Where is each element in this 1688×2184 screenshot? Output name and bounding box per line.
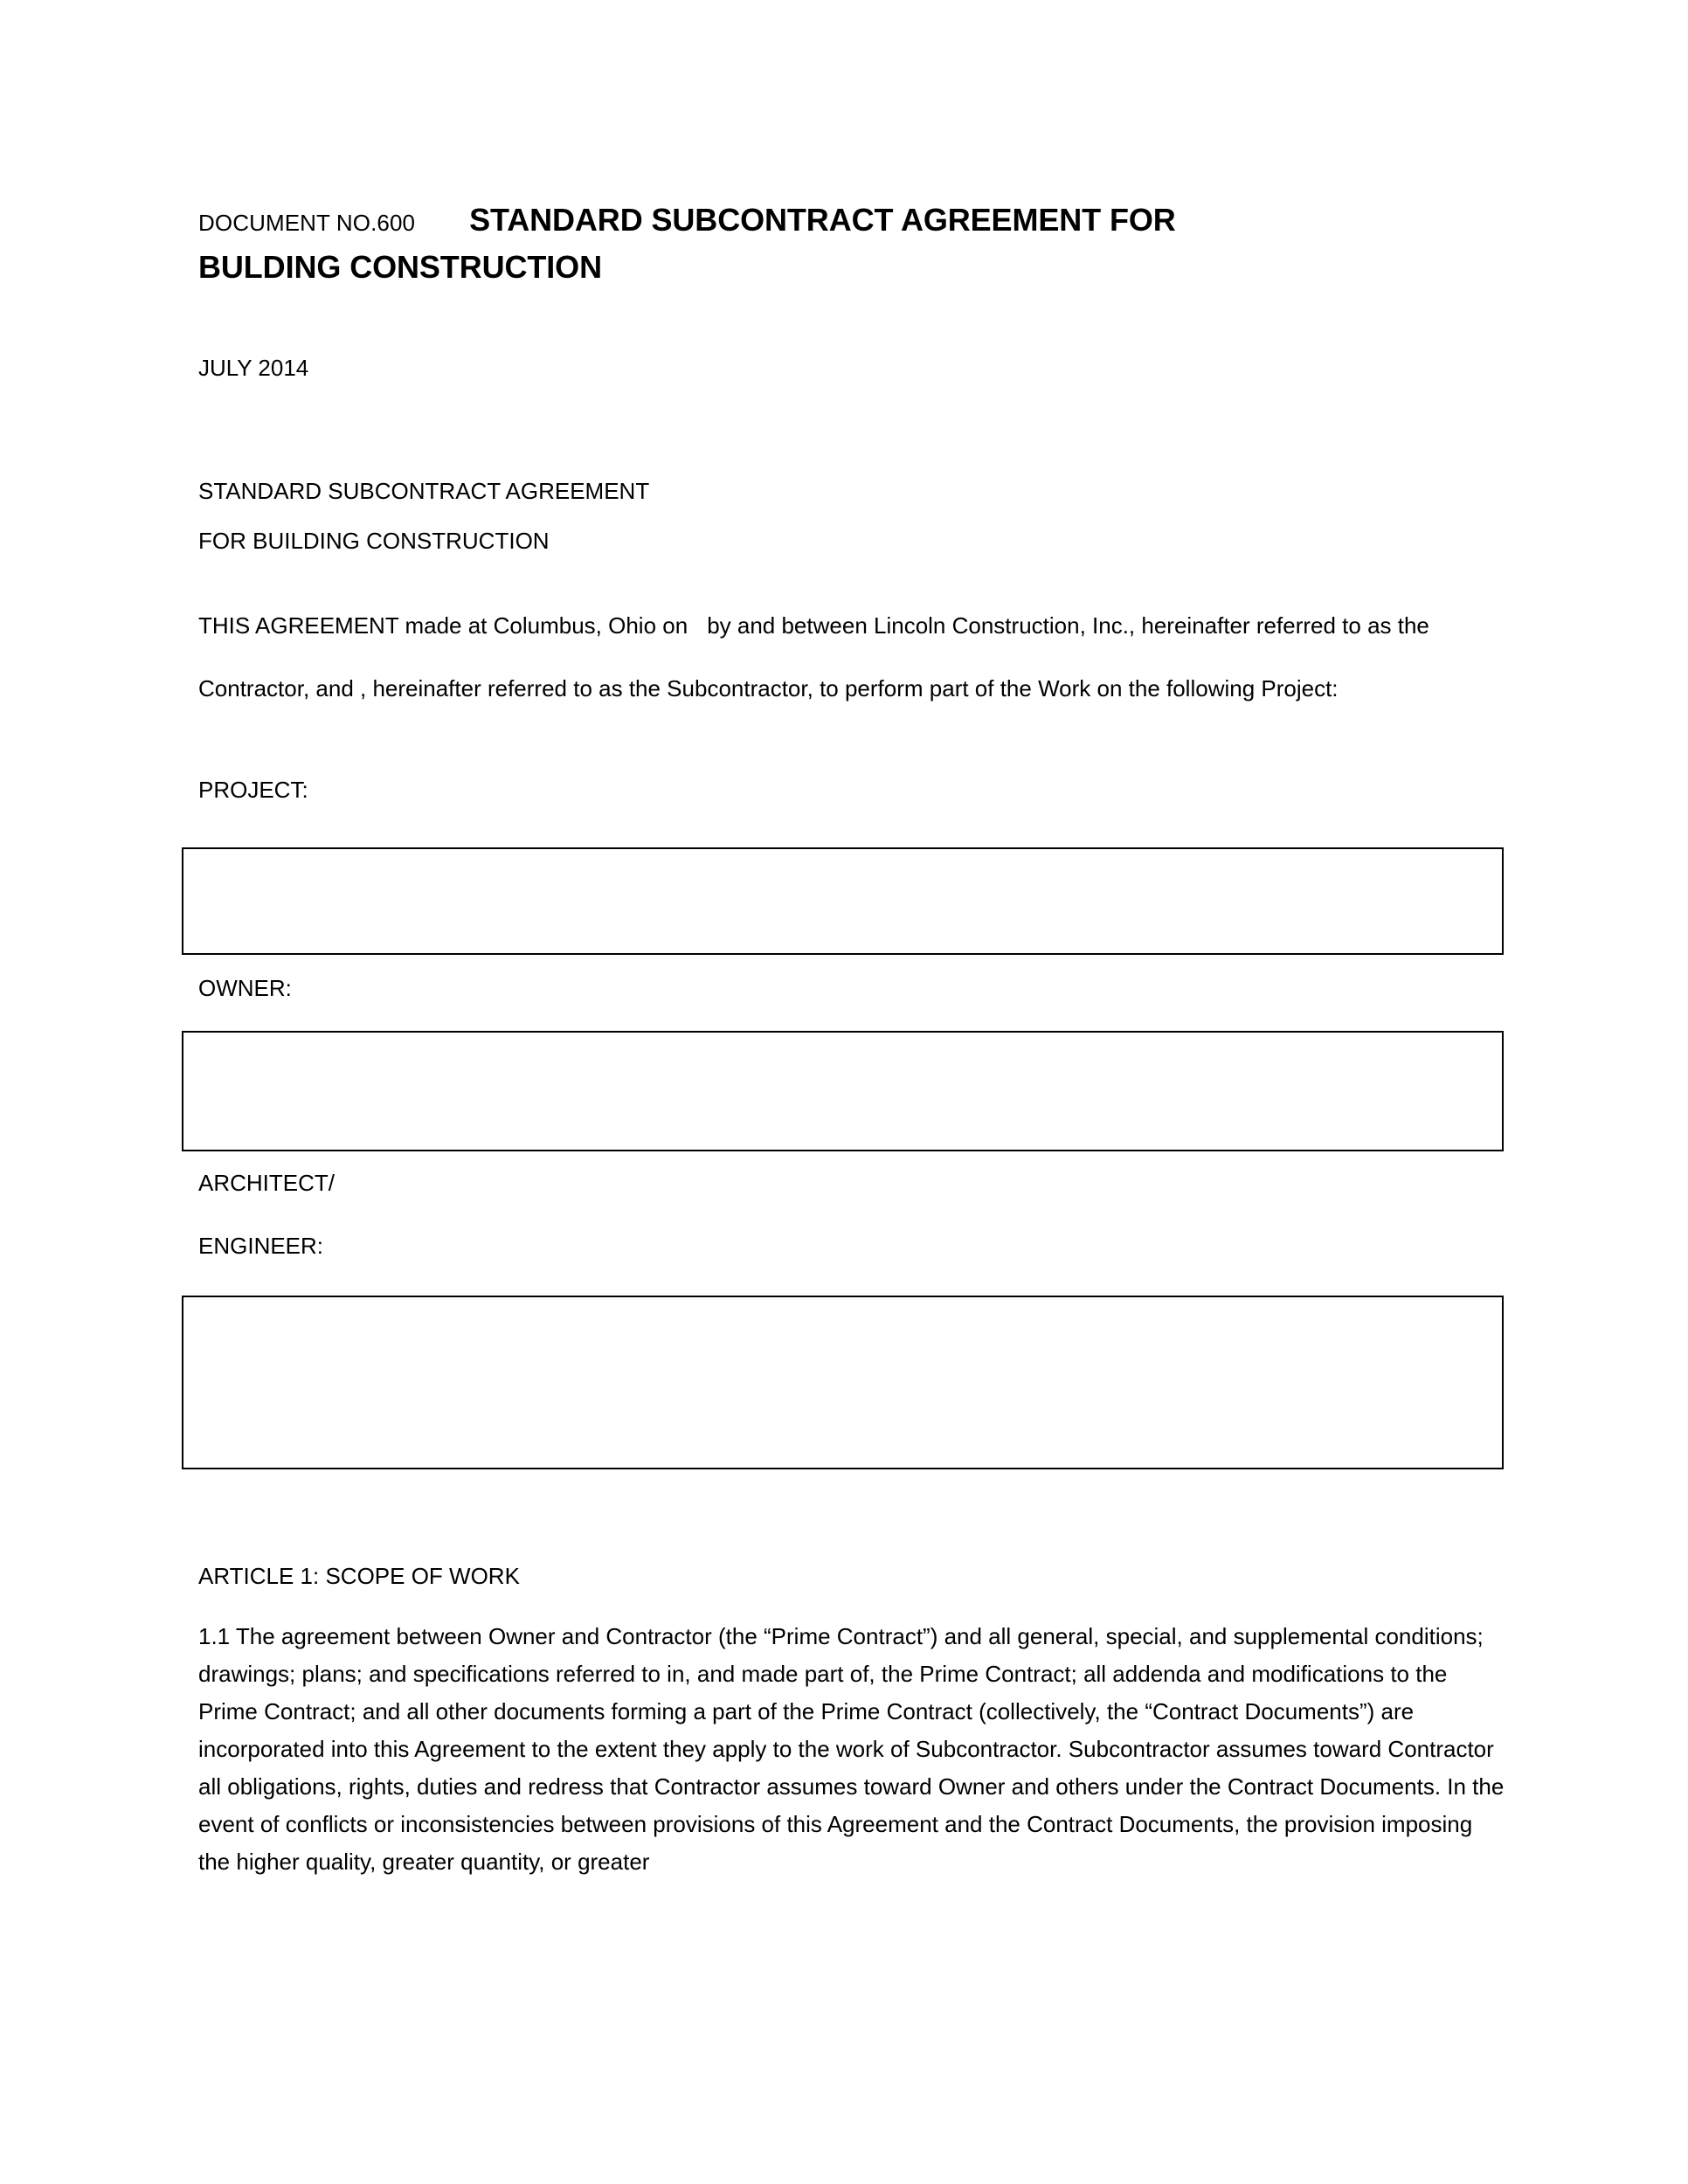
article-1-heading: ARTICLE 1: SCOPE OF WORK <box>198 1563 520 1589</box>
project-input-box[interactable] <box>182 847 1504 955</box>
agreement-intro-paragraph <box>198 594 1509 720</box>
document-subtitle <box>198 479 1509 577</box>
subtitle-line-1: STANDARD SUBCONTRACT AGREEMENT <box>198 478 650 504</box>
architect-engineer-input-box[interactable] <box>182 1296 1504 1469</box>
subtitle-line-2: FOR BUILDING CONSTRUCTION <box>198 527 550 554</box>
architect-field-label: ARCHITECT/ <box>198 1170 335 1196</box>
article-1-clause-1-1: 1.1 The agreement between Owner and Contractor (the “Prime Contract”) and all general, special, and supplemental conditions; drawings; plans; and specifications referred to in, and made part of, the Prime Contract; all addenda and modifications to the Prime Contract; and all other documents forming a part of the Prime Contract (collectively, the “Contract Documents”) are incorporated into this Agreement to the extent they apply to the work of Subcontractor. Subcontractor assumes toward Contractor all obligations, rights, duties and redress that Contractor assumes toward Owner and others under the Contract Documents. In the event of conflicts or inconsistencies between provisions of this Agreement and the Contract Documents, the provision imposing the higher quality, greater quantity, or greater <box>198 1623 1505 1875</box>
document-header <box>198 203 1509 285</box>
header-first-line <box>198 203 1509 238</box>
document-title-line-2: BULDING CONSTRUCTION <box>198 249 602 286</box>
intro-text-before-date-blank: THIS AGREEMENT made at Columbus, Ohio on <box>198 612 688 639</box>
engineer-field-label: ENGINEER: <box>198 1233 324 1259</box>
document-date: JULY 2014 <box>198 355 309 381</box>
document-number: DOCUMENT NO.600 <box>198 210 416 236</box>
project-field-label: PROJECT: <box>198 777 308 803</box>
document-title-line-1: STANDARD SUBCONTRACT AGREEMENT FOR <box>469 202 1176 238</box>
owner-field-label: OWNER: <box>198 975 292 1001</box>
intro-text-after-date-blank: by and between Lincoln Construction, Inc., hereinafter referred to as the Contractor, and , hereinafter referred to as the Subcontractor, to perform part of the Work on the following Project: <box>198 612 1429 702</box>
owner-input-box[interactable] <box>182 1031 1504 1151</box>
